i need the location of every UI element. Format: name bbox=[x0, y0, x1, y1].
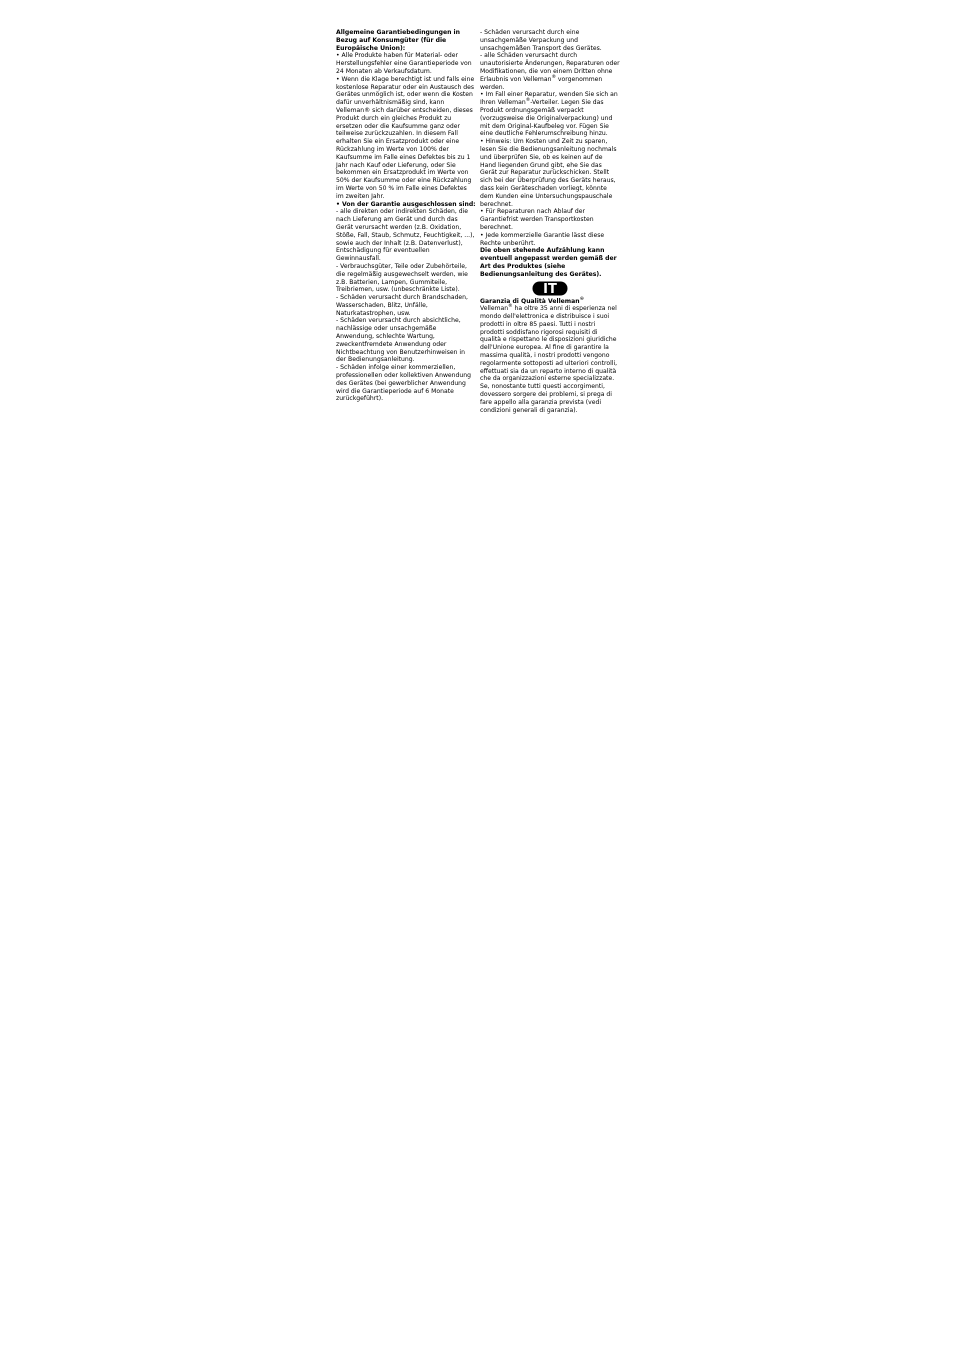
exclusion-item: - Verbrauchsgüter, Teile oder Zubehörteile, die regelmäßig ausgewechselt werden, wie z.B. Batterien, Lampen, Gummiteile, Treibriemen, usw. (unbeschränkte Liste). bbox=[336, 262, 468, 294]
language-badge-label: IT bbox=[543, 281, 557, 296]
exclusion-item: - Schäden infolge einer kommerziellen, professionellen oder kollektiven Anwendung des Gerätes (bei gewerblicher Anwendung wird die Garantieperiode auf 6 Monate zurückgeführt). bbox=[336, 364, 471, 403]
italian-body bbox=[480, 305, 620, 414]
italian-title-text: Garanzia di Qualità Velleman bbox=[480, 297, 580, 305]
language-badge-icon bbox=[532, 281, 568, 296]
left-column bbox=[336, 29, 476, 403]
repair-text-tail: -Verteiler. Legen Sie das Produkt ordnungsgemäß verpackt (vorzugsweise die Originalverpackung) und mit dem Original-Kaufbeleg vor. Fügen Sie eine deutliche Fehlerumschreibung hinzu. bbox=[480, 99, 613, 138]
repair-text: • Im Fall einer Reparatur, wenden Sie sich an Ihren Velleman bbox=[480, 91, 618, 107]
registered-mark: ® bbox=[508, 304, 513, 310]
exclusion-item: - Schäden verursacht durch absichtliche, nachlässige oder unsachgemäße Anwendung, schlechte Wartung, zweckentfremdete Anwendung oder Nichtbeachtung von Benutzerhinweisen in der Bedienungsanleitung. bbox=[336, 317, 465, 364]
italian-body-brand: Velleman bbox=[480, 305, 509, 313]
exclusion-heading: • Von der Garantie ausgeschlossen sind: bbox=[336, 200, 476, 208]
registered-mark: ® bbox=[525, 98, 531, 104]
exclusion-text-tail: vorgenommen werden. bbox=[480, 75, 603, 91]
note-item: • Hinweis: Um Kosten und Zeit zu sparen, lesen Sie die Bedienungsanleitung nochmals und überprüfen Sie, ob es keinen auf de Hand liegenden Grund gibt, ehe Sie das Gerät zur Reparatur zurückschicken. Stellt sich bei der Überprüfung des Geräts heraus, dass kein Geräteschaden vorliegt, könnte dem Kunden eine Untersuchungspauschale berechnet. bbox=[480, 138, 617, 208]
italian-body-text: ha oltre 35 anni di esperienza nel mondo dell'elettronica e distribuisce i suoi prodotti in oltre 85 paesi. Tutti i nostri prodotti soddisfano rigorosi requisiti di qualità e rispettano le disposizioni giuridiche dell'Unione europea. Al fine di garantire la massima qualità, i nostri prodotti vengono regolarmente sottoposti ad ulteriori controlli, effettuati sia da un reparto interno di qualità che da organizzazioni esterne specializzate. Se, nonostante tutti questi accorgimenti, dovessero sorgere dei problemi, si prega di fare appello alla garanzia prevista (vedi condizioni generali di garanzia). bbox=[480, 305, 618, 414]
repair-note bbox=[480, 91, 620, 138]
exclusion-item: - Schäden verursacht durch eine unsachgemäße Verpackung und unsachgemäßen Transport des Gerätes. bbox=[480, 29, 602, 52]
note-item: • Jede kommerzielle Garantie lässt diese Rechte unberührt. bbox=[480, 231, 605, 247]
registered-mark: ® bbox=[579, 296, 585, 302]
guarantee-item: • Alle Produkte haben für Material- oder Herstellungsfehler eine Garantieperiode von 24 Monaten ab Verkaufsdatum. bbox=[336, 52, 472, 75]
note-item: • Für Reparaturen nach Ablauf der Garantiefrist werden Transportkosten berechnet. bbox=[480, 208, 594, 231]
guarantee-title: Allgemeine Garantiebedingungen in Bezug auf Konsumgüter (für die Europäische Union): bbox=[336, 29, 460, 52]
exclusion-item: - alle direkten oder indirekten Schäden, die nach Lieferung am Gerät und durch das Gerät verursacht werden (z.B. Oxidation, Stöße, Fall, Staub, Schmutz, Feuchtigkeit, ...), sowie auch der Inhalt (z.B. Datenverlust), Entschädigung für eventuellen Gewinnausfall. bbox=[336, 208, 475, 263]
right-column bbox=[480, 29, 620, 414]
exclusion-item: - Schäden verursacht durch Brandschaden, Wasserschaden, Blitz, Unfälle, Naturkatastrophen, usw. bbox=[336, 294, 468, 317]
guarantee-item: • Wenn die Klage berechtigt ist und falls eine kostenlose Reparatur oder ein Austausch des Gerätes unmöglich ist, oder wenn die Kosten dafür unverhältnismäßig sind, kann Velleman® sich darüber entscheiden, dieses Produkt durch ein gleiches Produkt zu ersetzen oder die Kaufsumme ganz oder teilweise zurückzuzahlen. In diesem Fall erhalten Sie ein Ersatzprodukt oder eine Rückzahlung im Werte von 100% der Kaufsumme im Falle eines Defektes bis zu 1 Jahr nach Kauf oder Lieferung, oder Sie bekommen ein Ersatzprodukt im Werte von 50% der Kaufsumme oder eine Rückzahlung im Werte von 50 % im Falle eines Defektes im zweiten Jahr. bbox=[336, 75, 475, 200]
registered-mark: ® bbox=[551, 74, 556, 80]
exclusion-text: - alle Schäden verursacht durch unautorisierte Änderungen, Reparaturen oder Modifikationen, die von einem Dritten ohne Erlaubnis von Velleman bbox=[480, 52, 620, 83]
closing-statement: Die oben stehende Aufzählung kann eventuell angepasst werden gemäß der Art des Produktes (siehe Bedienungsanleitung des Gerätes). bbox=[480, 247, 617, 278]
exclusion-item bbox=[480, 52, 620, 91]
language-badge bbox=[480, 281, 620, 297]
